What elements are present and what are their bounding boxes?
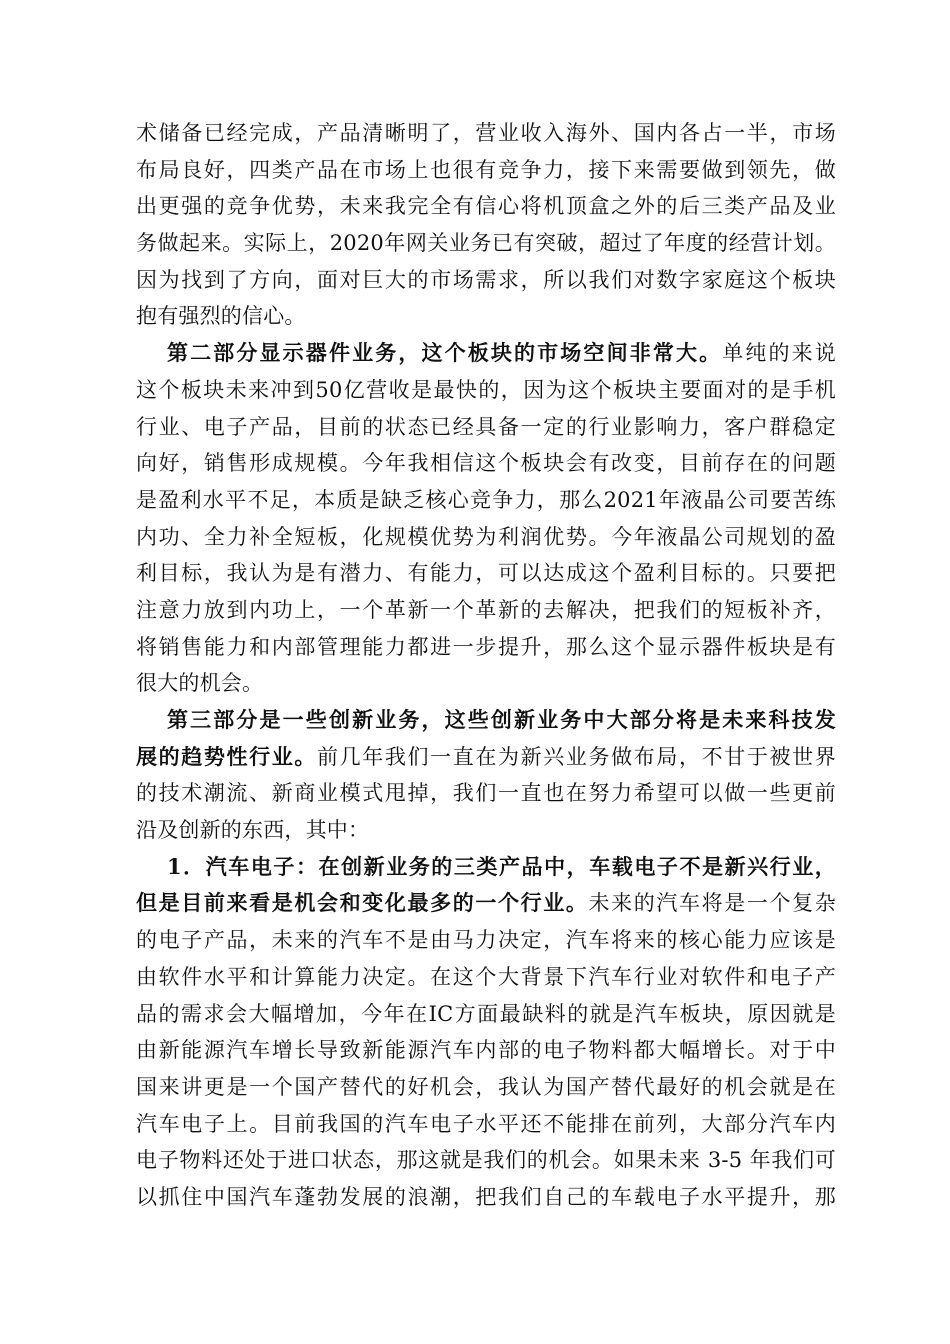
text-line: 布局良好，四类产品在市场上也很有竞争力，接下来需要做到领先，做 <box>136 157 836 182</box>
text-line: 出更强的竞争优势，未来我完全有信心将机顶盒之外的后三类产品及业 <box>136 194 836 219</box>
text-line: 的电子产品，未来的汽车不是由马力决定，汽车将来的核心能力应该是 <box>136 928 836 953</box>
text-line: 电子物料还处于进口状态，那这就是我们的机会。如果未来 3-5 年我们可 <box>136 1148 836 1173</box>
text-line: 但是目前来看是机会和变化最多的一个行业。未来的汽车将是一个复杂 <box>136 890 836 916</box>
text-line: 术储备已经完成，产品清晰明了，营业收入海外、国内各占一半，市场 <box>136 121 836 145</box>
text-line: 很大的机会。 <box>136 671 264 696</box>
text-line: 1．汽车电子：在创新业务的三类产品中，车载电子不是新兴行业， <box>167 853 836 879</box>
paragraph-display-devices <box>136 335 836 702</box>
text-line: 向好，销售形成规模。今年我相信这个板块会有改变，目前存在的问题 <box>136 451 836 476</box>
text-line: 由软件水平和计算能力决定。在这个大背景下汽车行业对软件和电子产 <box>136 964 836 989</box>
text-line: 的技术潮流、新商业模式甩掉，我们一直也在努力希望可以做一些更前 <box>136 781 836 806</box>
paragraph-digital-home <box>136 115 836 335</box>
text-line: 由新能源汽车增长导致新能源汽车内部的电子物料都大幅增长。对于中 <box>136 1038 836 1063</box>
text-line: 务做起来。实际上，2020年网关业务已有突破，超过了年度的经营计划。 <box>136 231 836 256</box>
text-line: 抱有强烈的信心。 <box>136 304 306 329</box>
text-line: 国来讲更是一个国产替代的好机会，我认为国产替代最好的机会就是在 <box>136 1074 836 1099</box>
text-line: 展的趋势性行业。前几年我们一直在为新兴业务做布局，不甘于被世界 <box>136 743 836 769</box>
paragraph-innovation <box>136 702 836 849</box>
text-line: 品的需求会大幅增加，今年在IC方面最缺料的就是汽车板块，原因就是 <box>136 1001 836 1026</box>
text-line: 是盈利水平不足，本质是缺乏核心竞争力，那么2021年液晶公司要苦练 <box>136 487 836 512</box>
body-text <box>136 115 836 1216</box>
text-line: 行业、电子产品，目前的状态已经具备一定的行业影响力，客户群稳定 <box>136 414 836 439</box>
text-line: 内功、全力补全短板，化规模优势为利润优势。今年液晶公司规划的盈 <box>136 524 836 549</box>
text-line: 注意力放到内功上，一个革新一个革新的去解决，把我们的短板补齐， <box>136 597 836 622</box>
text-line: 利目标，我认为是有潜力、有能力，可以达成这个盈利目标的。只要把 <box>136 561 836 586</box>
text-line: 沿及创新的东西，其中： <box>136 818 370 843</box>
text-line: 这个板块未来冲到50亿营收是最快的，因为这个板块主要面对的是手机 <box>136 377 836 402</box>
paragraph-automotive-electronics <box>136 849 836 1216</box>
text-line: 第三部分是一些创新业务，这些创新业务中大部分将是未来科技发 <box>167 707 836 732</box>
text-line: 将销售能力和内部管理能力都进一步提升，那么这个显示器件板块是有 <box>136 634 836 659</box>
text-line: 因为找到了方向，面对巨大的市场需求，所以我们对数字家庭这个板块 <box>136 267 836 292</box>
text-line: 第二部分显示器件业务，这个板块的市场空间非常大。单纯的来说 <box>167 340 836 366</box>
text-line: 以抓住中国汽车蓬勃发展的浪潮，把我们自己的车载电子水平提升，那 <box>136 1184 836 1209</box>
text-line: 汽车电子上。目前我国的汽车电子水平还不能排在前列，大部分汽车内 <box>136 1111 836 1136</box>
